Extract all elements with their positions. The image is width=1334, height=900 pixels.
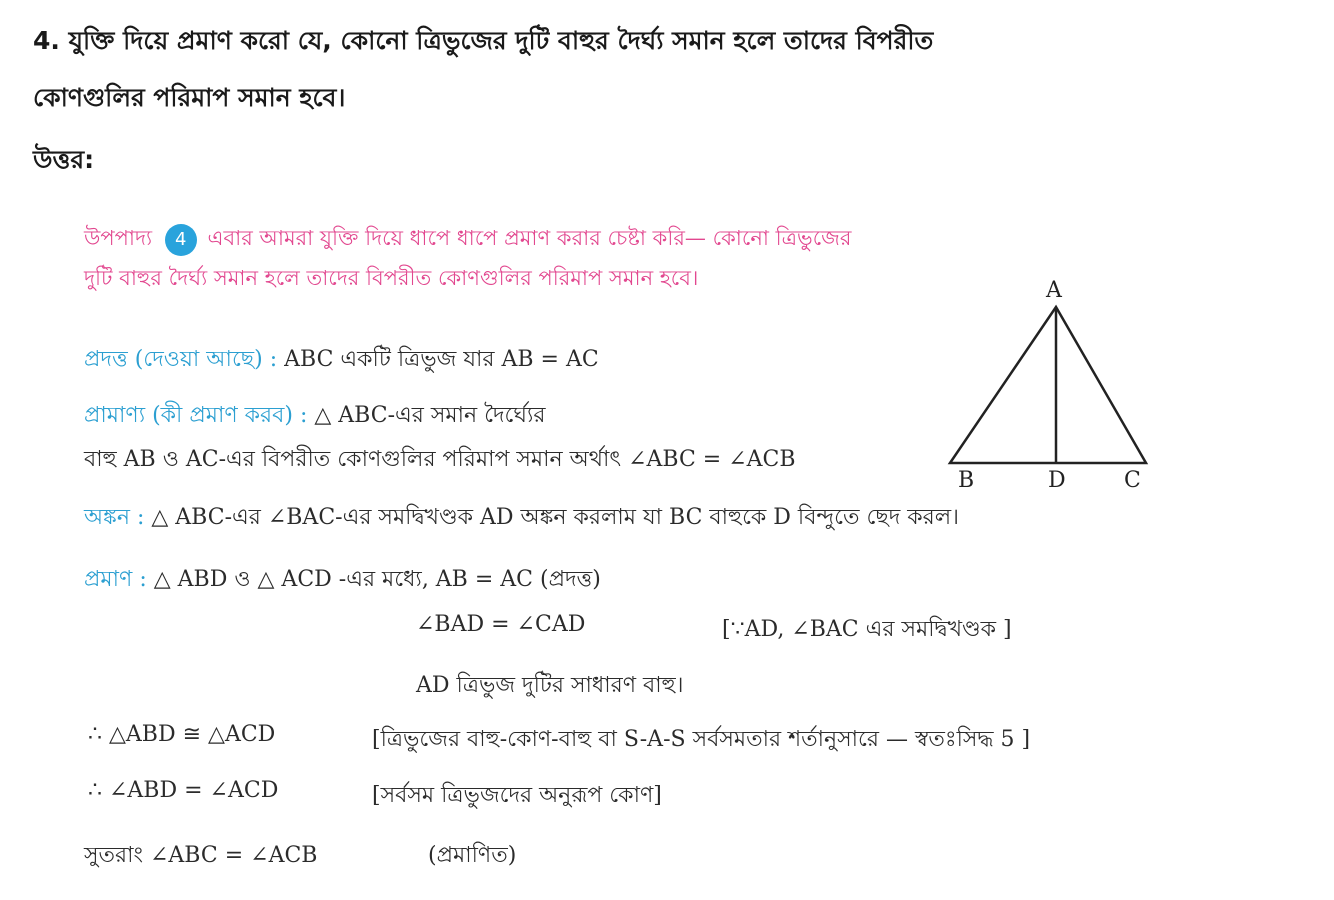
given-line	[84, 342, 599, 379]
vertex-label-c: C	[1124, 468, 1141, 493]
theorem-text-1: এবার আমরা যুক্তি দিয়ে ধাপে ধাপে প্রমাণ করার চেষ্টা করি— কোনো ত্রিভুজের	[207, 226, 852, 250]
vertex-label-b: B	[958, 468, 975, 493]
proof-line-6-eq: সুতরাং ∠ABC = ∠ACB	[84, 843, 318, 868]
proof-line-2-eq: ∠BAD = ∠CAD	[416, 612, 586, 637]
proof-line-4-eq: ∴ △ABD ≅ △ACD	[88, 722, 276, 747]
theorem-number-badge: 4	[165, 224, 197, 256]
to-prove-line-1	[84, 398, 545, 435]
to-prove-label: প্রামাণ্য (কী প্রমাণ করব) :	[84, 403, 308, 428]
question-line-1: 4. যুক্তি দিয়ে প্রমাণ করো যে, কোনো ত্রিভুজের দুটি বাহুর দৈর্ঘ্য সমান হলে তাদের বিপরীত	[33, 26, 934, 55]
proof-line-1	[84, 562, 601, 599]
given-text: ABC একটি ত্রিভুজ যার AB = AC	[284, 347, 599, 372]
to-prove-line-2: বাহু AB ও AC-এর বিপরীত কোণগুলির পরিমাপ সমান অর্থাৎ ∠ABC = ∠ACB	[84, 447, 796, 472]
proof-line-6-reason: (প্রমাণিত)	[428, 843, 517, 868]
vertex-label-d: D	[1048, 468, 1066, 493]
construction-label: অঙ্কন :	[84, 505, 145, 530]
proof-line-4-reason: [ত্রিভুজের বাহু-কোণ-বাহু বা S-A-S সর্বসমতার শর্তানুসারে — স্বতঃসিদ্ধ 5 ]	[372, 727, 1031, 752]
construction-text: △ ABC-এর ∠BAC-এর সমদ্বিখণ্ডক AD অঙ্কন করলাম যা BC বাহুকে D বিন্দুতে ছেদ করল।	[151, 505, 960, 530]
given-label: প্রদত্ত (দেওয়া আছে) :	[84, 347, 278, 372]
to-prove-text-1: △ ABC-এর সমান দৈর্ঘ্যের	[314, 403, 546, 428]
proof-line-5-eq: ∴ ∠ABD = ∠ACD	[88, 778, 279, 803]
triangle-abc	[950, 307, 1146, 463]
proof-label: প্রমাণ :	[84, 567, 147, 592]
question-line-2: কোণগুলির পরিমাপ সমান হবে।	[33, 83, 346, 112]
proof-line-5-reason: [সর্বসম ত্রিভুজদের অনুরূপ কোণ]	[372, 783, 662, 808]
proof-line-3: AD ত্রিভুজ দুটির সাধারণ বাহু।	[416, 673, 684, 698]
answer-label: উত্তর:	[33, 145, 95, 174]
construction-line	[84, 500, 959, 537]
vertex-label-a: A	[1046, 278, 1062, 303]
theorem-intro	[84, 218, 851, 298]
proof-line-1-text: △ ABD ও △ ACD -এর মধ্যে, AB = AC (প্রদত্ত)	[153, 567, 601, 592]
triangle-figure	[940, 275, 1160, 495]
theorem-label: উপপাদ্য	[84, 226, 153, 250]
theorem-text-2: দুটি বাহুর দৈর্ঘ্য সমান হলে তাদের বিপরীত কোণগুলির পরিমাপ সমান হবে।	[84, 266, 699, 290]
question-text	[33, 12, 1293, 126]
proof-line-2-reason: [∵AD, ∠BAC এর সমদ্বিখণ্ডক ]	[722, 617, 1012, 642]
theorem-line-1	[84, 218, 851, 258]
